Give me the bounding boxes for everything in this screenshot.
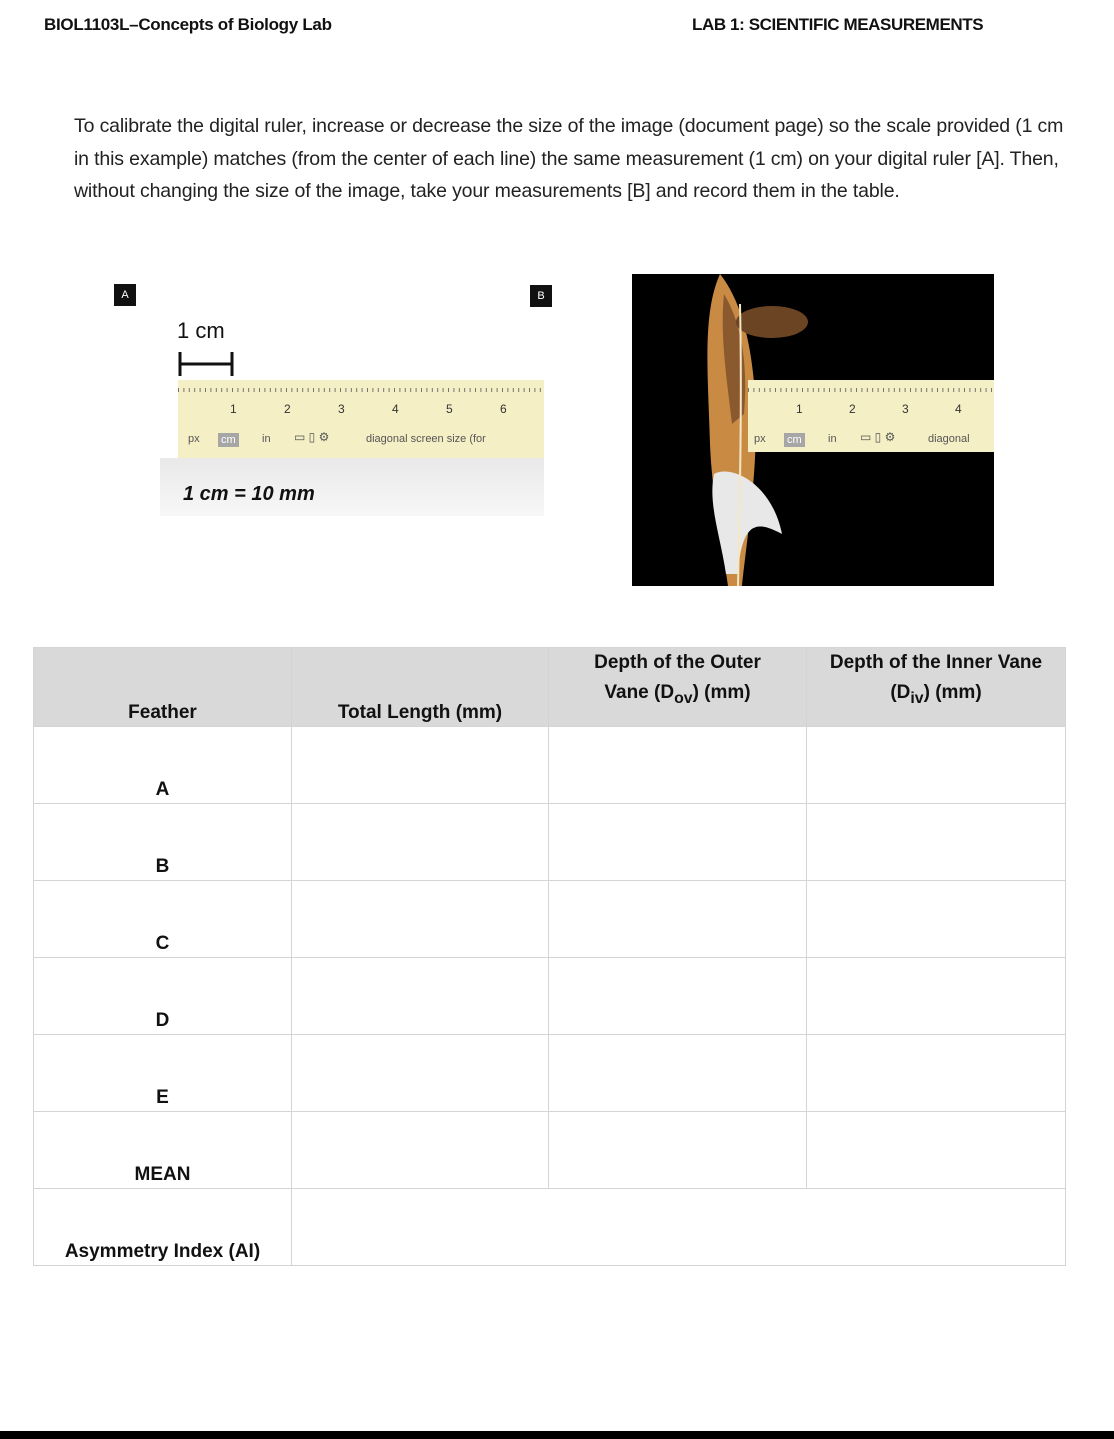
table-header-row — [34, 648, 1066, 727]
header-inner-vane — [807, 648, 1066, 727]
outer-vane-cell[interactable] — [549, 881, 807, 958]
ruler-number: 1 — [796, 402, 803, 416]
device-toggle-icon[interactable]: ▭ ▯ ⚙ — [294, 430, 330, 444]
header-total-length-label: Total Length (mm) — [337, 702, 503, 723]
asymmetry-label — [34, 1189, 292, 1266]
unit-cm-button[interactable]: cm — [784, 433, 805, 447]
scale-bar-icon — [178, 350, 234, 378]
row-label — [34, 727, 292, 804]
unit-in-button[interactable]: in — [262, 433, 271, 445]
row-label-text: B — [155, 856, 170, 877]
ruler-number: 5 — [446, 402, 453, 416]
bottom-bar — [0, 1431, 1114, 1439]
ruler-ticks-icon — [178, 388, 544, 398]
ruler-number: 2 — [284, 402, 291, 416]
figure-b-badge: B — [530, 285, 552, 307]
total-length-cell[interactable] — [292, 1112, 549, 1189]
outer-vane-cell[interactable] — [549, 958, 807, 1035]
header-total-length — [292, 648, 549, 727]
total-length-cell[interactable] — [292, 958, 549, 1035]
asymmetry-value-cell[interactable] — [292, 1189, 1066, 1266]
asymmetry-row — [34, 1189, 1066, 1266]
table-row — [34, 881, 1066, 958]
inner-vane-cell[interactable] — [807, 881, 1066, 958]
row-label — [34, 1112, 292, 1189]
row-label — [34, 958, 292, 1035]
ruler-number: 1 — [230, 402, 237, 416]
total-length-cell[interactable] — [292, 804, 549, 881]
table-row — [34, 804, 1066, 881]
diagonal-size-label: diagonal — [928, 433, 970, 445]
outer-vane-cell[interactable] — [549, 804, 807, 881]
inner-vane-cell[interactable] — [807, 727, 1066, 804]
header-outer-subscript: ov — [674, 689, 693, 707]
total-length-cell[interactable] — [292, 727, 549, 804]
outer-vane-cell[interactable] — [549, 727, 807, 804]
ruler-number: 4 — [392, 402, 399, 416]
header-feather-label: Feather — [128, 702, 197, 723]
unit-in-button[interactable]: in — [828, 433, 837, 445]
row-label — [34, 881, 292, 958]
row-label-text: MEAN — [134, 1164, 191, 1185]
digital-ruler-b — [748, 380, 994, 452]
ruler-number: 3 — [338, 402, 345, 416]
row-label-text: A — [155, 779, 170, 800]
ruler-number: 4 — [955, 402, 962, 416]
scale-label: 1 cm — [177, 318, 225, 343]
row-label — [34, 804, 292, 881]
digital-ruler-a — [178, 380, 544, 458]
outer-vane-cell[interactable] — [549, 1035, 807, 1112]
header-feather — [34, 648, 292, 727]
row-label — [34, 1035, 292, 1112]
inner-vane-cell[interactable] — [807, 1112, 1066, 1189]
header-inner-line1: Depth of the Inner Vane — [829, 652, 1043, 673]
row-label-text: C — [155, 933, 170, 954]
diagonal-size-label: diagonal screen size (for — [366, 433, 486, 445]
table-row — [34, 727, 1066, 804]
table-row — [34, 1035, 1066, 1112]
ruler-number: 6 — [500, 402, 507, 416]
total-length-cell[interactable] — [292, 881, 549, 958]
lab-title: LAB 1: SCIENTIFIC MEASUREMENTS — [692, 15, 984, 34]
course-title: BIOL1103L–Concepts of Biology Lab — [44, 15, 332, 34]
header-outer-line2-post: ) (mm) — [692, 682, 751, 703]
outer-vane-cell[interactable] — [549, 1112, 807, 1189]
header-outer-line1: Depth of the Outer — [594, 652, 761, 673]
instructions-paragraph: To calibrate the digital ruler, increase or decrease the size of the image (document page) so the scale provided (1 cm in this example) matches (from the center of each line) the same measurement (1 cm) on your digital ruler [A]. Then, without changing the size of the image, take your measurements [B] and record them in the table. — [74, 115, 1064, 202]
header-inner-line2-post: ) (mm) — [923, 682, 982, 703]
inner-vane-cell[interactable] — [807, 804, 1066, 881]
row-label-text: D — [155, 1010, 170, 1031]
inner-vane-cell[interactable] — [807, 958, 1066, 1035]
table-row — [34, 1112, 1066, 1189]
header-outer-vane — [549, 648, 807, 727]
row-label-text: E — [156, 1087, 169, 1108]
header-inner-line2-pre: (D — [890, 682, 911, 703]
header-outer-line2-pre: Vane (D — [604, 682, 675, 703]
unit-px-button[interactable]: px — [754, 433, 766, 445]
device-toggle-icon[interactable]: ▭ ▯ ⚙ — [860, 430, 896, 444]
asymmetry-label-text: Asymmetry Index (AI) — [64, 1241, 261, 1262]
ruler-number: 3 — [902, 402, 909, 416]
table-row — [34, 958, 1066, 1035]
ruler-number: 2 — [849, 402, 856, 416]
total-length-cell[interactable] — [292, 1035, 549, 1112]
unit-cm-button[interactable]: cm — [218, 433, 239, 447]
unit-px-button[interactable]: px — [188, 433, 200, 445]
figure-a-badge: A — [114, 284, 136, 306]
measurement-table — [33, 647, 1066, 1266]
ruler-ticks-icon — [748, 388, 994, 398]
conversion-label: 1 cm = 10 mm — [183, 483, 315, 505]
header-inner-subscript: iv — [910, 689, 924, 707]
inner-vane-cell[interactable] — [807, 1035, 1066, 1112]
